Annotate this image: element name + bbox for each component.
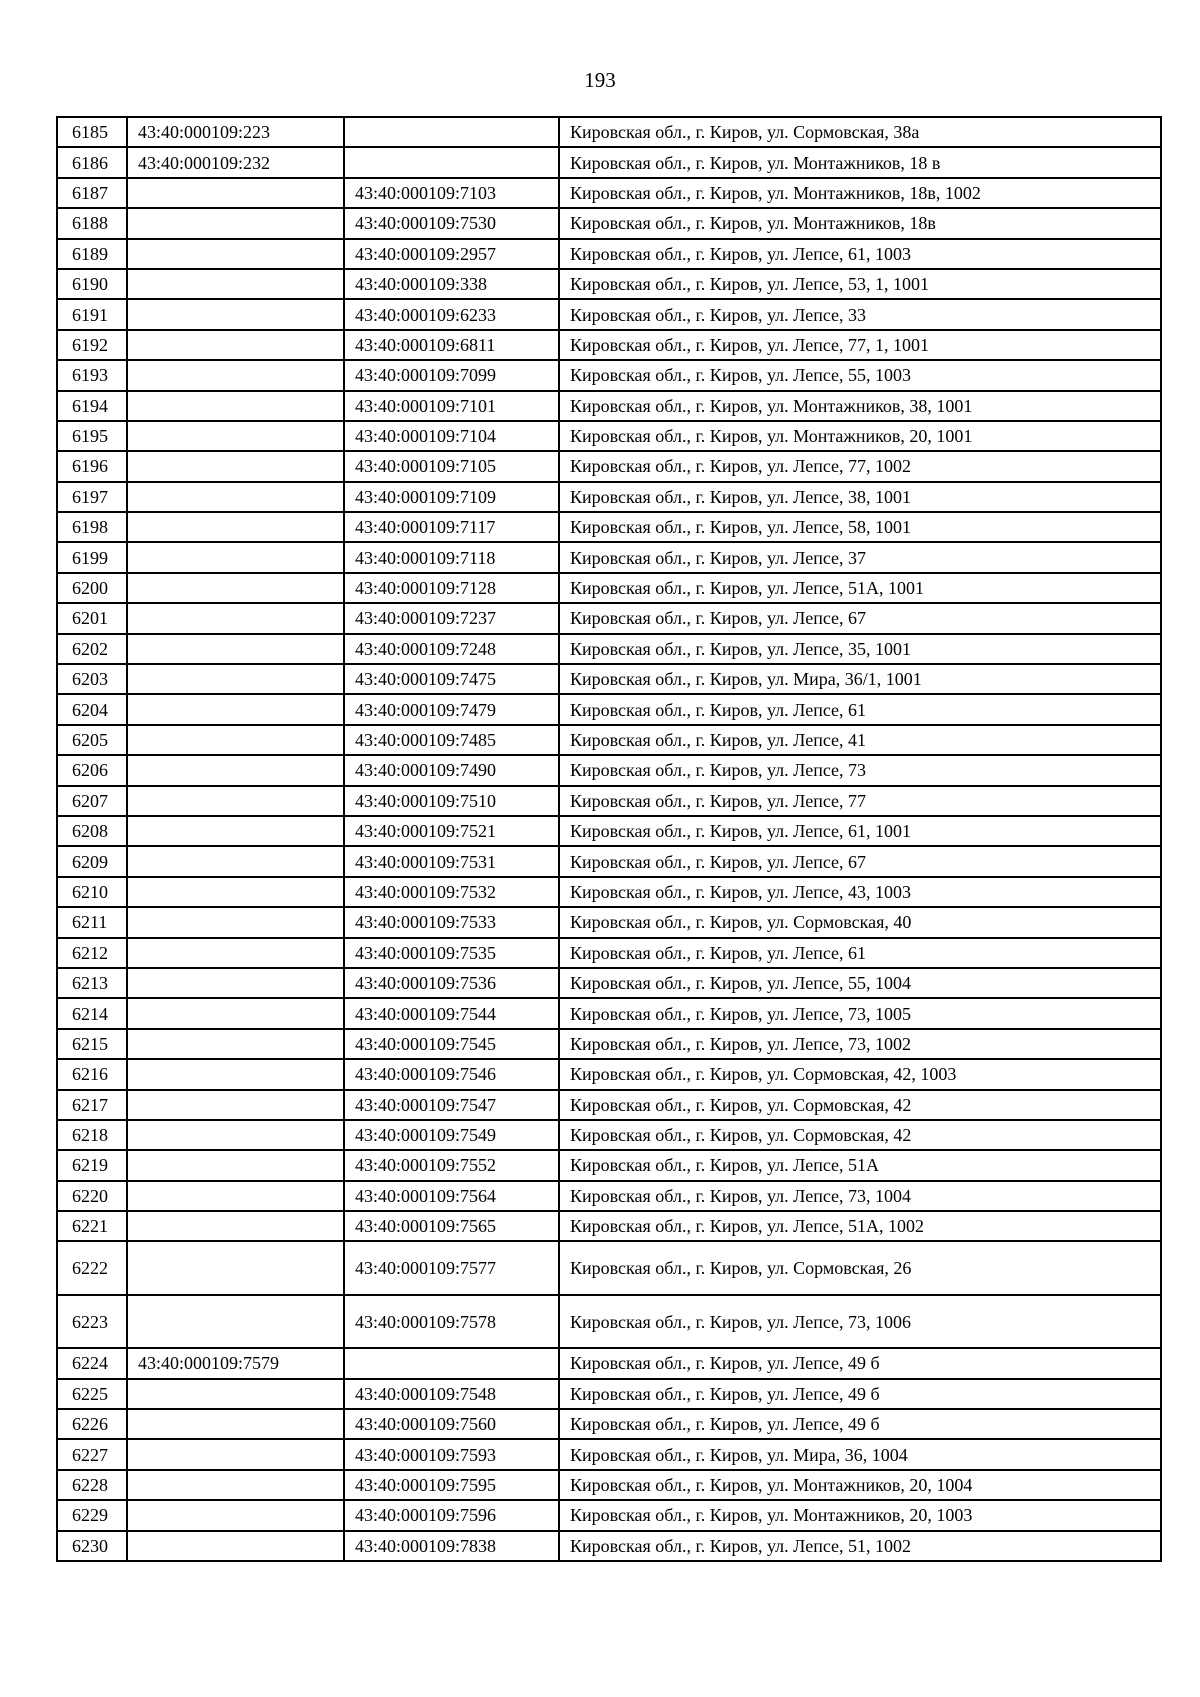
table-row [57,573,1161,603]
address-cell: Кировская обл., г. Киров, ул. Лепсе, 61, 1001 [559,816,1161,846]
address-cell: Кировская обл., г. Киров, ул. Монтажников, 18в, 1002 [559,178,1161,208]
row-number-cell: 6189 [57,239,127,269]
address-cell: Кировская обл., г. Киров, ул. Лепсе, 61 [559,694,1161,724]
address-cell: Кировская обл., г. Киров, ул. Лепсе, 51А, 1002 [559,1211,1161,1241]
land-cadastral-number-cell [127,482,344,512]
land-cadastral-number-cell [127,1211,344,1241]
land-cadastral-number-cell [127,451,344,481]
page-number: 193 [584,68,616,92]
land-cadastral-number-cell [127,998,344,1028]
address-cell: Кировская обл., г. Киров, ул. Сормовская, 42, 1003 [559,1059,1161,1089]
table-row [57,1531,1161,1561]
row-number-cell: 6187 [57,178,127,208]
row-number-cell: 6193 [57,360,127,390]
row-number-cell: 6214 [57,998,127,1028]
row-number-cell: 6205 [57,725,127,755]
building-cadastral-number-cell: 43:40:000109:7117 [344,512,559,542]
building-cadastral-number-cell: 43:40:000109:7564 [344,1181,559,1211]
land-cadastral-number-cell [127,360,344,390]
address-cell: Кировская обл., г. Киров, ул. Сормовская, 26 [559,1241,1161,1294]
building-cadastral-number-cell: 43:40:000109:7549 [344,1120,559,1150]
row-number-cell: 6208 [57,816,127,846]
row-number-cell: 6203 [57,664,127,694]
land-cadastral-number-cell [127,1029,344,1059]
row-number-cell: 6194 [57,391,127,421]
table-row [57,998,1161,1028]
land-cadastral-number-cell [127,846,344,876]
address-cell: Кировская обл., г. Киров, ул. Лепсе, 33 [559,299,1161,329]
building-cadastral-number-cell: 43:40:000109:7577 [344,1241,559,1294]
building-cadastral-number-cell [344,1348,559,1378]
land-cadastral-number-cell [127,1295,344,1348]
land-cadastral-number-cell [127,542,344,572]
land-cadastral-number-cell [127,938,344,968]
row-number-cell: 6226 [57,1409,127,1439]
table-row [57,1295,1161,1348]
building-cadastral-number-cell: 43:40:000109:6811 [344,330,559,360]
table-row [57,1348,1161,1378]
table-row [57,1409,1161,1439]
row-number-cell: 6219 [57,1150,127,1180]
land-cadastral-number-cell [127,877,344,907]
address-cell: Кировская обл., г. Киров, ул. Лепсе, 55, 1004 [559,968,1161,998]
building-cadastral-number-cell [344,147,559,177]
building-cadastral-number-cell: 43:40:000109:7248 [344,634,559,664]
land-cadastral-number-cell [127,603,344,633]
table-row [57,968,1161,998]
address-cell: Кировская обл., г. Киров, ул. Лепсе, 58, 1001 [559,512,1161,542]
address-cell: Кировская обл., г. Киров, ул. Сормовская, 42 [559,1090,1161,1120]
table-row [57,1029,1161,1059]
building-cadastral-number-cell: 43:40:000109:7533 [344,907,559,937]
row-number-cell: 6190 [57,269,127,299]
row-number-cell: 6220 [57,1181,127,1211]
row-number-cell: 6210 [57,877,127,907]
address-cell: Кировская обл., г. Киров, ул. Монтажников, 18в [559,208,1161,238]
building-cadastral-number-cell: 43:40:000109:7485 [344,725,559,755]
table-row [57,846,1161,876]
building-cadastral-number-cell: 43:40:000109:7105 [344,451,559,481]
row-number-cell: 6185 [57,117,127,147]
row-number-cell: 6213 [57,968,127,998]
building-cadastral-number-cell: 43:40:000109:7548 [344,1379,559,1409]
land-cadastral-number-cell [127,421,344,451]
building-cadastral-number-cell: 43:40:000109:7596 [344,1500,559,1530]
row-number-cell: 6225 [57,1379,127,1409]
building-cadastral-number-cell: 43:40:000109:7521 [344,816,559,846]
row-number-cell: 6200 [57,573,127,603]
land-cadastral-number-cell [127,573,344,603]
address-cell: Кировская обл., г. Киров, ул. Лепсе, 73, 1004 [559,1181,1161,1211]
building-cadastral-number-cell: 43:40:000109:7578 [344,1295,559,1348]
building-cadastral-number-cell: 43:40:000109:7101 [344,391,559,421]
table-row [57,421,1161,451]
registry-table [56,116,1162,1562]
table-row [57,208,1161,238]
land-cadastral-number-cell: 43:40:000109:223 [127,117,344,147]
land-cadastral-number-cell [127,664,344,694]
building-cadastral-number-cell: 43:40:000109:7552 [344,1150,559,1180]
land-cadastral-number-cell [127,725,344,755]
building-cadastral-number-cell: 43:40:000109:6233 [344,299,559,329]
land-cadastral-number-cell [127,1120,344,1150]
row-number-cell: 6218 [57,1120,127,1150]
building-cadastral-number-cell: 43:40:000109:7490 [344,755,559,785]
table-row [57,482,1161,512]
table-row [57,1059,1161,1089]
land-cadastral-number-cell [127,512,344,542]
land-cadastral-number-cell: 43:40:000109:7579 [127,1348,344,1378]
address-cell: Кировская обл., г. Киров, ул. Лепсе, 51А, 1001 [559,573,1161,603]
land-cadastral-number-cell [127,1241,344,1294]
row-number-cell: 6191 [57,299,127,329]
row-number-cell: 6199 [57,542,127,572]
land-cadastral-number-cell [127,269,344,299]
address-cell: Кировская обл., г. Киров, ул. Монтажников, 38, 1001 [559,391,1161,421]
row-number-cell: 6186 [57,147,127,177]
table-row [57,360,1161,390]
row-number-cell: 6229 [57,1500,127,1530]
row-number-cell: 6188 [57,208,127,238]
building-cadastral-number-cell: 43:40:000109:7593 [344,1439,559,1469]
table-row [57,147,1161,177]
address-cell: Кировская обл., г. Киров, ул. Монтажников, 18 в [559,147,1161,177]
row-number-cell: 6196 [57,451,127,481]
table-row [57,451,1161,481]
table-row [57,1379,1161,1409]
table-row [57,664,1161,694]
table-row [57,603,1161,633]
address-cell: Кировская обл., г. Киров, ул. Мира, 36, 1004 [559,1439,1161,1469]
table-row [57,1241,1161,1294]
table-row [57,330,1161,360]
land-cadastral-number-cell [127,299,344,329]
land-cadastral-number-cell [127,178,344,208]
row-number-cell: 6211 [57,907,127,937]
table-row [57,391,1161,421]
row-number-cell: 6223 [57,1295,127,1348]
table-row [57,634,1161,664]
land-cadastral-number-cell [127,634,344,664]
address-cell: Кировская обл., г. Киров, ул. Лепсе, 49 б [559,1409,1161,1439]
table-row [57,512,1161,542]
row-number-cell: 6224 [57,1348,127,1378]
land-cadastral-number-cell [127,816,344,846]
building-cadastral-number-cell: 43:40:000109:338 [344,269,559,299]
address-cell: Кировская обл., г. Киров, ул. Лепсе, 67 [559,846,1161,876]
row-number-cell: 6206 [57,755,127,785]
address-cell: Кировская обл., г. Киров, ул. Монтажников, 20, 1003 [559,1500,1161,1530]
building-cadastral-number-cell: 43:40:000109:7560 [344,1409,559,1439]
address-cell: Кировская обл., г. Киров, ул. Мира, 36/1, 1001 [559,664,1161,694]
address-cell: Кировская обл., г. Киров, ул. Лепсе, 55, 1003 [559,360,1161,390]
table-row [57,907,1161,937]
land-cadastral-number-cell [127,1409,344,1439]
table-row [57,269,1161,299]
building-cadastral-number-cell: 43:40:000109:7128 [344,573,559,603]
building-cadastral-number-cell: 43:40:000109:7595 [344,1470,559,1500]
building-cadastral-number-cell: 43:40:000109:7118 [344,542,559,572]
land-cadastral-number-cell [127,1090,344,1120]
land-cadastral-number-cell [127,330,344,360]
land-cadastral-number-cell [127,239,344,269]
building-cadastral-number-cell: 43:40:000109:7536 [344,968,559,998]
land-cadastral-number-cell [127,694,344,724]
land-cadastral-number-cell [127,1150,344,1180]
land-cadastral-number-cell [127,1470,344,1500]
land-cadastral-number-cell [127,1181,344,1211]
registry-body [57,117,1161,1561]
land-cadastral-number-cell [127,1531,344,1561]
address-cell: Кировская обл., г. Киров, ул. Монтажников, 20, 1001 [559,421,1161,451]
building-cadastral-number-cell: 43:40:000109:7535 [344,938,559,968]
table-row [57,1470,1161,1500]
address-cell: Кировская обл., г. Киров, ул. Лепсе, 73, 1006 [559,1295,1161,1348]
address-cell: Кировская обл., г. Киров, ул. Сормовская, 42 [559,1120,1161,1150]
row-number-cell: 6197 [57,482,127,512]
building-cadastral-number-cell: 43:40:000109:7532 [344,877,559,907]
table-row [57,239,1161,269]
row-number-cell: 6222 [57,1241,127,1294]
land-cadastral-number-cell [127,1500,344,1530]
table-row [57,1120,1161,1150]
row-number-cell: 6209 [57,846,127,876]
table-row [57,877,1161,907]
table-row [57,816,1161,846]
address-cell: Кировская обл., г. Киров, ул. Лепсе, 53, 1, 1001 [559,269,1161,299]
building-cadastral-number-cell: 43:40:000109:7530 [344,208,559,238]
land-cadastral-number-cell [127,208,344,238]
address-cell: Кировская обл., г. Киров, ул. Лепсе, 38, 1001 [559,482,1161,512]
address-cell: Кировская обл., г. Киров, ул. Лепсе, 43, 1003 [559,877,1161,907]
building-cadastral-number-cell: 43:40:000109:2957 [344,239,559,269]
row-number-cell: 6201 [57,603,127,633]
address-cell: Кировская обл., г. Киров, ул. Лепсе, 67 [559,603,1161,633]
table-row [57,786,1161,816]
table-row [57,725,1161,755]
land-cadastral-number-cell [127,786,344,816]
land-cadastral-number-cell [127,755,344,785]
address-cell: Кировская обл., г. Киров, ул. Лепсе, 77, 1, 1001 [559,330,1161,360]
building-cadastral-number-cell: 43:40:000109:7475 [344,664,559,694]
row-number-cell: 6216 [57,1059,127,1089]
table-row [57,938,1161,968]
row-number-cell: 6204 [57,694,127,724]
address-cell: Кировская обл., г. Киров, ул. Лепсе, 35, 1001 [559,634,1161,664]
table-row [57,1090,1161,1120]
row-number-cell: 6221 [57,1211,127,1241]
building-cadastral-number-cell: 43:40:000109:7546 [344,1059,559,1089]
table-row [57,755,1161,785]
address-cell: Кировская обл., г. Киров, ул. Лепсе, 51, 1002 [559,1531,1161,1561]
address-cell: Кировская обл., г. Киров, ул. Лепсе, 73 [559,755,1161,785]
building-cadastral-number-cell: 43:40:000109:7099 [344,360,559,390]
row-number-cell: 6202 [57,634,127,664]
address-cell: Кировская обл., г. Киров, ул. Лепсе, 77 [559,786,1161,816]
building-cadastral-number-cell [344,117,559,147]
row-number-cell: 6215 [57,1029,127,1059]
land-cadastral-number-cell [127,1379,344,1409]
row-number-cell: 6227 [57,1439,127,1469]
address-cell: Кировская обл., г. Киров, ул. Лепсе, 77, 1002 [559,451,1161,481]
row-number-cell: 6192 [57,330,127,360]
address-cell: Кировская обл., г. Киров, ул. Лепсе, 51А [559,1150,1161,1180]
table-row [57,299,1161,329]
row-number-cell: 6195 [57,421,127,451]
building-cadastral-number-cell: 43:40:000109:7103 [344,178,559,208]
table-row [57,1500,1161,1530]
address-cell: Кировская обл., г. Киров, ул. Лепсе, 61 [559,938,1161,968]
land-cadastral-number-cell [127,907,344,937]
land-cadastral-number-cell: 43:40:000109:232 [127,147,344,177]
building-cadastral-number-cell: 43:40:000109:7531 [344,846,559,876]
table-row [57,117,1161,147]
address-cell: Кировская обл., г. Киров, ул. Лепсе, 61, 1003 [559,239,1161,269]
land-cadastral-number-cell [127,1439,344,1469]
table-row [57,542,1161,572]
row-number-cell: 6212 [57,938,127,968]
land-cadastral-number-cell [127,391,344,421]
building-cadastral-number-cell: 43:40:000109:7479 [344,694,559,724]
row-number-cell: 6198 [57,512,127,542]
address-cell: Кировская обл., г. Киров, ул. Лепсе, 73, 1005 [559,998,1161,1028]
building-cadastral-number-cell: 43:40:000109:7547 [344,1090,559,1120]
table-row [57,1181,1161,1211]
address-cell: Кировская обл., г. Киров, ул. Лепсе, 41 [559,725,1161,755]
table-row [57,178,1161,208]
building-cadastral-number-cell: 43:40:000109:7544 [344,998,559,1028]
land-cadastral-number-cell [127,1059,344,1089]
address-cell: Кировская обл., г. Киров, ул. Лепсе, 73, 1002 [559,1029,1161,1059]
address-cell: Кировская обл., г. Киров, ул. Лепсе, 49 б [559,1379,1161,1409]
table-row [57,1150,1161,1180]
building-cadastral-number-cell: 43:40:000109:7510 [344,786,559,816]
row-number-cell: 6207 [57,786,127,816]
table-row [57,1211,1161,1241]
building-cadastral-number-cell: 43:40:000109:7109 [344,482,559,512]
building-cadastral-number-cell: 43:40:000109:7104 [344,421,559,451]
address-cell: Кировская обл., г. Киров, ул. Лепсе, 37 [559,542,1161,572]
building-cadastral-number-cell: 43:40:000109:7545 [344,1029,559,1059]
row-number-cell: 6228 [57,1470,127,1500]
address-cell: Кировская обл., г. Киров, ул. Монтажников, 20, 1004 [559,1470,1161,1500]
address-cell: Кировская обл., г. Киров, ул. Сормовская, 38а [559,117,1161,147]
address-cell: Кировская обл., г. Киров, ул. Лепсе, 49 б [559,1348,1161,1378]
building-cadastral-number-cell: 43:40:000109:7838 [344,1531,559,1561]
table-row [57,1439,1161,1469]
address-cell: Кировская обл., г. Киров, ул. Сормовская, 40 [559,907,1161,937]
building-cadastral-number-cell: 43:40:000109:7565 [344,1211,559,1241]
table-row [57,694,1161,724]
row-number-cell: 6217 [57,1090,127,1120]
row-number-cell: 6230 [57,1531,127,1561]
land-cadastral-number-cell [127,968,344,998]
building-cadastral-number-cell: 43:40:000109:7237 [344,603,559,633]
